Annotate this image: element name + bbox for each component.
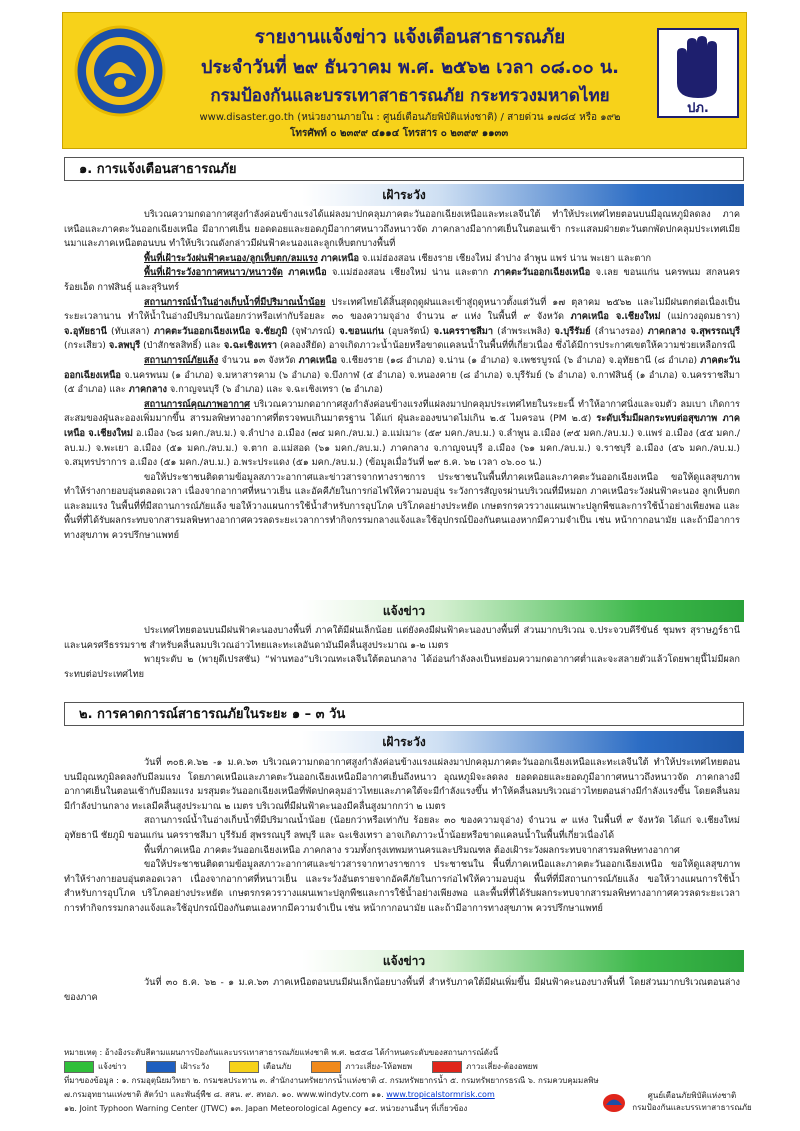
section2-watch-band: เฝ้าระวัง xyxy=(64,731,744,753)
s1-news-2: พายุระดับ ๒ (พายุดีเปรสชัน) “ฟานทอง”บริเวณทะเลจีนใต้ตอนกลาง ได้อ่อนกำลังลงเป็นหย่อมความกดอากาศต่ำและจะสลายตัวแล้วโดยพายุนี้ไม่มีผลกระทบต่อประเทศไทย xyxy=(64,654,740,680)
tropicalstormrisk-link[interactable]: www.tropicalstormrisk.com xyxy=(386,1090,495,1099)
s2-paragraph-4: ขอให้ประชาชนติดตามข้อมูลสภาวะอากาศและข่าวสารจากทางราชการ ประชาชนใน พื้นที่ภาคเหนือและภาคตะวันออกเฉียงเหนือ ขอให้ดูแลสุขภาพ ทำให้ร่างกายอบอุ่นตลอดเวลา เนื่องจากอากาศที่หนาวเย็น และระวังอันตรายจากอัคคีภัยในการก่อไฟให้ความอบอุ่น พื้นที่ที่มีสถานการณ์ภัยแล้ง ขอให้วางแผนการใช้น้ำสำหรับการอุปโภค บริโภคอย่างประหยัด เกษตรกรควรวางแผนเพาะปลูกพืชและการใช้น้ำอย่างเพียงพอ และพื้นที่ที่ได้รับผลกระทบจากสารมลพิษทางอากาศควรลดระยะเวลาการทำกิจกรรมกลางแจ้งและใช้อุปกรณ์ป้องกันตนเองหากมีความจำเป็น เช่น หน้ากากอนามัย และถ้ามีอาการทางสุขภาพ ควรปรึกษาแพทย์ xyxy=(64,859,740,914)
legend-swatch xyxy=(64,1061,94,1073)
s1-paragraph-1: บริเวณความกดอากาศสูงกำลังค่อนข้างแรงได้แผ่ลงมาปกคลุมภาคตะวันออกเฉียงเหนือและทะเลจีนใต้ ทำให้ประเทศไทยตอนบนมีอุณหภูมิลดลง ภาคเหนือและภาคตะวันออกเฉียงเหนือ มีอากาศเย็น ยอดดอยและยอดภูมีอากาศหนาวถึงหนาวจัด ภาคกลางมีอากาศเย็นในตอนเช้า กระแสลมฝ่ายตะวันตกพัดปกคลุมประเทศเมียนมาและภาคเหนือตอนบน ทำให้บริเวณดังกล่าวมีฝนฟ้าคะนองและลูกเห็บตกบางพื้นที่ xyxy=(64,209,740,250)
section1-news-text xyxy=(64,624,740,682)
s1-news-1: ประเทศไทยตอนบนมีฝนฟ้าคะนองบางพื้นที่ ภาคใต้มีฝนเล็กน้อย แต่ยังคงมีฝนฟ้าคะนองบางพื้นที่ ส่วนมากบริเวณ จ.ประจวบคีรีขันธ์ ชุมพร สุราษฎร์ธานี และนครศรีธรรมราช สำหรับคลื่นลมบริเวณอ่าวไทยและทะเลอันดามันมีคลื่นสูงประมาณ ๑-๒ เมตร xyxy=(64,625,740,651)
s1-paragraph-6: สถานการณ์คุณภาพอากาศ บริเวณความกดอากาศสูงกำลังค่อนข้างแรงที่แผ่ลงมาปกคลุมประเทศไทยในระยะนี้ ทำให้อากาศนิ่งและจมตัว ลมเบา เกิดการสะสมของฝุ่นละอองเพิ่มมากขึ้น สารมลพิษทางอากาศที่ตรวจพบเกินมาตรฐาน ได้แก่ ฝุ่นละอองขนาดไม่เกิน ๒.๕ ไมครอน (PM ๒.๕) ระดับเริ่มมีผลกระทบต่อสุขภาพ ภาคเหนือ จ.เชียงใหม่ อ.เมือง (๖๘ มคก./ลบ.ม.) จ.ลำปาง อ.เมือง (๗๔ มคก./ลบ.ม.) อ.แม่เมาะ (๕๙ มคก./ลบ.ม.) จ.ลำพูน อ.เมือง (๙๕ มคก./ลบ.ม.) จ.แพร่ อ.เมือง (๕๕ มคก./ลบ.ม.) จ.พะเยา อ.เมือง (๕๑ มคก./ลบ.ม.) จ.ตาก อ.แม่สอด (๖๑ มคก./ลบ.ม.) ภาคกลาง จ.กาญจนบุรี อ.เมือง (๖๑ มคก./ลบ.ม.) จ.ราชบุรี อ.เมือง (๕๖ มคก./ลบ.ม.) จ.สมุทรปราการ อ.เมือง (๕๑ มคก./ลบ.ม.) อ.พระประแดง (๕๑ มคก./ลบ.ม.) (ข้อมูลเมื่อวันที่ ๒๙ ธ.ค. ๖๒ เวลา ๐๖.๐๐ น.) xyxy=(64,398,741,469)
legend-label: เตือนภัย xyxy=(263,1062,292,1071)
section2-title: ๒. การคาดการณ์สาธารณภัยในระยะ ๑ – ๓ วัน xyxy=(64,702,744,726)
legend-swatch xyxy=(432,1061,462,1073)
section2-news-band: แจ้งข่าว xyxy=(64,950,744,972)
legend-swatch xyxy=(146,1061,176,1073)
s2-paragraph-3: พื้นที่ภาคเหนือ ภาคตะวันออกเฉียงเหนือ ภาคกลาง รวมทั้งกรุงเทพมหานครและปริมณฑล ต้องเฝ้าระวังผลกระทบจากสารมลพิษทางอากาศ xyxy=(144,844,680,856)
color-legend xyxy=(64,1060,744,1074)
s1-paragraph-5: สถานการณ์ภัยแล้ง จำนวน ๑๓ จังหวัด ภาคเหนือ จ.เชียงราย (๑๘ อำเภอ) จ.น่าน (๑ อำเภอ) จ.เพชรบูรณ์ (๖ อำเภอ) จ.อุทัยธานี (๘ อำเภอ) ภาคตะวันออกเฉียงเหนือ จ.นครพนม (๑ อำเภอ) จ.มหาสารคาม (๖ อำเภอ) จ.บึงกาฬ (๕ อำเภอ) จ.หนองคาย (๘ อำเภอ) จ.บุรีรัมย์ (๖ อำเภอ) จ.กาฬสินธุ์ (๑ อำเภอ) จ.นครราชสีมา (๕ อำเภอ) และ ภาคกลาง จ.กาญจนบุรี (๖ อำเภอ) และ จ.ฉะเชิงเทรา (๒ อำเภอ) xyxy=(64,354,741,396)
s1-paragraph-3: พื้นที่เฝ้าระวังอากาศหนาว/หนาวจัด ภาคเหนือ จ.แม่ฮ่องสอน เชียงใหม่ น่าน และตาก ภาคตะวันออกเฉียงเหนือ จ.เลย ขอนแก่น นครพนม สกลนคร ร้อยเอ็ด กาฬสินธุ์ และสุรินทร์ xyxy=(64,267,741,293)
section1-watch-text xyxy=(64,208,740,544)
legend-label: ภาวะเสี่ยง-ให้อพยพ xyxy=(345,1062,413,1071)
footer-note: หมายเหตุ : อ้างอิงระดับสีตามแผนการป้องกันและบรรเทาสาธารณภัยแห่งชาติ พ.ศ. ๒๕๕๘ ได้กำหนดระดับของสถานการณ์ดังนี้ xyxy=(64,1048,499,1057)
s2-news-1: วันที่ ๓๐ ธ.ค. ๖๒ - ๑ ม.ค.๖๓ ภาคเหนือตอนบนมีฝนเล็กน้อยบางพื้นที่ สำหรับภาคใต้มีฝนเพิ่มขึ้น มีฝนฟ้าคะนองบางพื้นที่ โดยส่วนมากบริเวณตอนล่างของภาค xyxy=(64,977,740,1003)
footer-organization xyxy=(612,1090,772,1114)
footer-sources-3: ๑๒. Joint Typhoon Warning Center (JTWC) ๑๓. Japan Meteorological Agency ๑๔. หน่วยงานอื่นๆ ที่เกี่ยวข้อง xyxy=(64,1104,468,1113)
legend-label: เฝ้าระวัง xyxy=(180,1062,210,1071)
department-name: กรมป้องกันและบรรเทาสาธารณภัย กระทรวงมหาดไทย xyxy=(210,86,610,106)
footer-org-2: กรมป้องกันและบรรเทาสาธารณภัย xyxy=(632,1103,752,1112)
legend-swatch xyxy=(311,1061,341,1073)
s1-paragraph-2: พื้นที่เฝ้าระวังฝนฟ้าคะนอง/ลูกเห็บตก/ลมแรง ภาคเหนือ จ.แม่ฮ่องสอน เชียงราย เชียงใหม่ ลำปาง ลำพูน แพร่ น่าน พะเยา และตาก xyxy=(144,252,652,264)
section1-news-band: แจ้งข่าว xyxy=(64,600,744,622)
website-hotline: www.disaster.go.th (หน่วยงานภายใน : ศูนย์เตือนภัยพิบัติแห่งชาติ) / สายด่วน ๑๗๘๔ หรือ ๑๙๒ xyxy=(199,112,621,123)
footer-sources-1: ที่มาของข้อมูล : ๑. กรมอุตุนิยมวิทยา ๒. กรมชลประทาน ๓. สำนักงานทรัพยากรน้ำแห่งชาติ ๔. กรมทรัพยากรน้ำ ๕. กรมทรัพยากรธรณี ๖. กรมควบคุมมลพิษ xyxy=(64,1076,599,1085)
legend-label: แจ้งข่าว xyxy=(98,1062,127,1071)
department-seal-logo xyxy=(74,25,166,117)
s1-paragraph-7: ขอให้ประชาชนติดตามข้อมูลสภาวะอากาศและข่าวสารจากทางราชการ ประชาชนในพื้นที่ภาคเหนือและภาคตะวันออกเฉียงเหนือ ขอให้ดูแลสุขภาพ ทำให้ร่างกายอบอุ่นตลอดเวลา เนื่องจากอากาศที่หนาวเย็น และอัคคีภัยในการก่อไฟให้ความอบอุ่น ระวังการสัญจรผ่านบริเวณที่มีหมอก ภาคเหนือระวังฝนฟ้าคะนอง ลูกเห็บตกและลมแรง ในพื้นที่ที่มีสถานการณ์ภัยแล้ง ขอให้วางแผนการใช้น้ำสำหรับการอุปโภค บริโภคอย่างประหยัด เกษตรกรควรวางแผนเพาะปลูกพืชและการใช้น้ำอย่างเพียงพอ และพื้นที่ที่ได้รับผลกระทบจากสารมลพิษทางอากาศควรลดระยะเวลาการทำกิจกรรมกลางแจ้งและใช้อุปกรณ์ป้องกันตนเองหากมีความจำเป็น เช่น หน้ากากอนามัย และถ้ามีอาการทางสุขภาพ ควรปรึกษาแพทย์ xyxy=(64,471,740,542)
section1-title: ๑. การแจ้งเตือนสาธารณภัย xyxy=(64,157,744,181)
section2-watch-text xyxy=(64,756,740,917)
report-title: รายงานแจ้งข่าว แจ้งเตือนสาธารณภัย xyxy=(254,26,566,48)
section1-watch-band: เฝ้าระวัง xyxy=(64,184,744,206)
phone-fax: โทรศัพท์ ๐ ๒๓๙๙ ๔๑๑๔ โทรสาร ๐ ๒๓๙๙ ๑๑๓๓ xyxy=(290,128,509,139)
section2-news-text xyxy=(64,976,740,1005)
s2-paragraph-2: สถานการณ์น้ำในอ่างเก็บน้ำที่มีปริมาณน้ำน้อย (น้อยกว่าหรือเท่ากับ ร้อยละ ๓๐ ของความจุอ่าง) จำนวน ๙ แห่ง ในพื้นที่ ๙ จังหวัด ได้แก่ จ.เชียงใหม่ อุทัยธานี ชัยภูมิ ขอนแก่น นครราชสีมา บุรีรัมย์ สุพรรณบุรี ลพบุรี และ ฉะเชิงเทรา อาจเกิดภาวะน้ำน้อยหรือขาดแคลนน้ำในพื้นที่เกี่ยวเนื่องได้ xyxy=(64,815,740,841)
s2-paragraph-1: วันที่ ๓๐ธ.ค.๖๒ -๑ ม.ค.๖๓ บริเวณความกดอากาศสูงกำลังค่อนข้างแรงแผ่ลงมาปกคลุมภาคตะวันออกเฉียงเหนือและทะเลจีนใต้ ทำให้ประเทศไทยตอนบนมีอุณหภูมิลดลงกับมีลมแรง โดยภาคเหนือและภาคตะวันออกเฉียงเหนือมีอากาศเย็นถึงหนาว อุณหภูมิจะลดลง ยอดดอยและยอดภูมีอากาศหนาวถึงหนาวจัด ภาคกลางมีอากาศเย็นในตอนเช้ากับมีลมแรง มรสุมตะวันออกเฉียงเหนือที่พัดปกคลุมอ่าวไทยและภาคใต้จะมีกำลังแรงขึ้น ทำให้คลื่นลมบริเวณอ่าวไทยตอนล่างมีกำลังแรงขึ้น โดยคลื่นลมมีกำลังปานกลาง ทะเลมีคลื่นสูงประมาณ ๒ เมตร บริเวณที่มีฝนฟ้าคะนองมีคลื่นสูงมากกว่า ๒ เมตร xyxy=(64,757,740,812)
s1-paragraph-4: สถานการณ์น้ำในอ่างเก็บน้ำที่มีปริมาณน้ำน้อย ประเทศไทยได้สิ้นสุดฤดูฝนและเข้าสู่ฤดูหนาวตั้งแต่วันที่ ๑๗ ตุลาคม ๒๕๖๒ และไม่มีฝนตกต่อเนื่องเป็นระยะเวลานาน ทำให้น้ำในอ่างมีปริมาณน้อยกว่าหรือเท่ากับร้อยละ ๓๐ ของความจุอ่าง จำนวน ๙ แห่ง ในพื้นที่ ๙ จังหวัด ภาคเหนือ จ.เชียงใหม่ (แม่กวงอุดมธารา) จ.อุทัยธานี (ทับเสลา) ภาคตะวันออกเฉียงเหนือ จ.ชัยภูมิ (จุฬาภรณ์) จ.ขอนแก่น (อุบลรัตน์) จ.นครราชสีมา (ลำพระเพลิง) จ.บุรีรัมย์ (ลำนางรอง) ภาคกลาง จ.สุพรรณบุรี (กระเสียว) จ.ลพบุรี (ป่าสักชลสิทธิ์) และ จ.ฉะเชิงเทรา (คลองสียัด) อาจเกิดภาวะน้ำน้อยหรือขาดแคลนน้ำในพื้นที่ที่เกี่ยวเนื่อง ซึ่งได้มีการประกาศเขตให้ความช่วยเหลือกรณี xyxy=(64,296,741,352)
legend-swatch xyxy=(229,1061,259,1073)
report-date: ประจำวันที่ ๒๙ ธันวาคม พ.ศ. ๒๕๖๒ เวลา ๐๘.๐๐ น. xyxy=(201,57,619,78)
footer-sources-2: ๗.กรมอุทยานแห่งชาติ สัตว์ป่า และพันธุ์พืช ๘. สสน. ๙. สทอภ. ๑๐. www.windytv.com ๑๑. www.tropicalstormrisk.com xyxy=(64,1090,495,1099)
legend-label: ภาวะเสี่ยง-ต้องอพยพ xyxy=(466,1062,538,1071)
logo-right-text: ปภ. xyxy=(687,101,709,116)
footer-org-1: ศูนย์เตือนภัยพิบัติแห่งชาติ xyxy=(647,1091,737,1100)
ddpm-hand-logo xyxy=(657,28,739,118)
